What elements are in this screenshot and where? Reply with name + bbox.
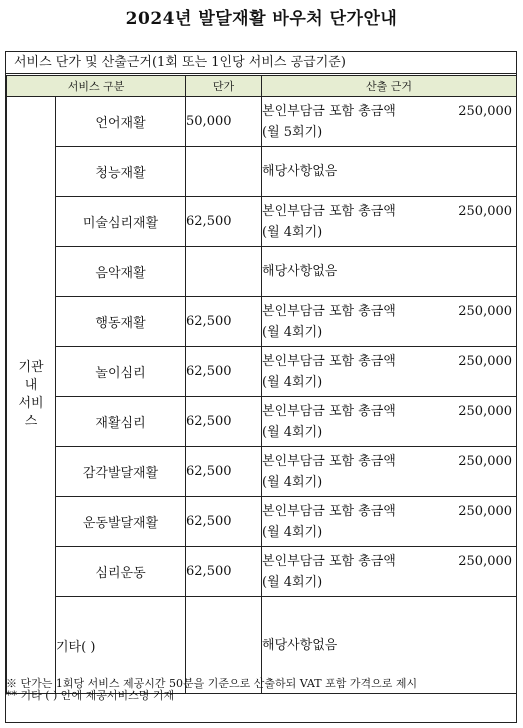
basis-amount: 250,000 bbox=[458, 353, 513, 369]
basis-cell bbox=[262, 147, 517, 197]
basis-sessions: (월 4회기) bbox=[262, 474, 323, 490]
header-basis: 산출 근거 bbox=[262, 76, 517, 97]
basis-cell bbox=[262, 497, 517, 547]
unit-price bbox=[186, 147, 262, 197]
unit-price: 62,500 bbox=[186, 497, 262, 547]
category-label-line4: 스 bbox=[24, 414, 38, 429]
basis-amount: 250,000 bbox=[458, 403, 513, 419]
basis-sessions: (월 4회기) bbox=[262, 324, 323, 340]
basis-cell bbox=[262, 97, 517, 147]
basis-text: 본인부담금 포함 총금액 bbox=[262, 553, 396, 569]
basis-sessions: (월 5회기) bbox=[262, 124, 323, 140]
footnote-etc: ** 기타 ( ) 안에 제공서비스명 기재 bbox=[6, 689, 175, 702]
unit-price: 50,000 bbox=[186, 97, 262, 147]
category-in-facility bbox=[7, 97, 56, 694]
table-row bbox=[7, 547, 517, 597]
basis-amount: 250,000 bbox=[458, 503, 513, 519]
table-row bbox=[7, 347, 517, 397]
basis-amount: 250,000 bbox=[458, 203, 513, 219]
table-row bbox=[7, 197, 517, 247]
basis-amount: 250,000 bbox=[458, 553, 513, 569]
basis-amount: 250,000 bbox=[458, 303, 513, 319]
table-row bbox=[7, 97, 517, 147]
service-name: 행동재활 bbox=[56, 297, 186, 347]
price-table bbox=[6, 75, 517, 694]
basis-text: 본인부담금 포함 총금액 bbox=[262, 353, 396, 369]
page-title: 2024년 발달재활 바우처 단가안내 bbox=[125, 9, 398, 29]
basis-sessions: (월 4회기) bbox=[262, 224, 323, 240]
basis-cell bbox=[262, 547, 517, 597]
basis-etc: 해당사항없음 bbox=[262, 597, 517, 694]
header-service-type: 서비스 구분 bbox=[7, 76, 186, 97]
table-row bbox=[7, 297, 517, 347]
basis-sessions: (월 4회기) bbox=[262, 424, 323, 440]
unit-price bbox=[186, 247, 262, 297]
category-label-line2: 내 bbox=[24, 378, 38, 393]
service-name: 운동발달재활 bbox=[56, 497, 186, 547]
service-name: 재활심리 bbox=[56, 397, 186, 447]
basis-sessions: (월 4회기) bbox=[262, 524, 323, 540]
unit-price: 62,500 bbox=[186, 347, 262, 397]
unit-price: 62,500 bbox=[186, 397, 262, 447]
basis-cell bbox=[262, 247, 517, 297]
table-row bbox=[7, 247, 517, 297]
unit-price: 62,500 bbox=[186, 447, 262, 497]
service-name: 언어재활 bbox=[56, 97, 186, 147]
header-unit-price: 단가 bbox=[186, 76, 262, 97]
service-name: 청능재활 bbox=[56, 147, 186, 197]
basis-sessions: (월 4회기) bbox=[262, 574, 323, 590]
basis-text: 본인부담금 포함 총금액 bbox=[262, 203, 396, 219]
table-row bbox=[7, 497, 517, 547]
basis-text: 본인부담금 포함 총금액 bbox=[262, 303, 396, 319]
service-name: 음악재활 bbox=[56, 247, 186, 297]
unit-price: 62,500 bbox=[186, 197, 262, 247]
service-name: 놀이심리 bbox=[56, 347, 186, 397]
table-row bbox=[7, 147, 517, 197]
basis-text: 본인부담금 포함 총금액 bbox=[262, 403, 396, 419]
service-name: 심리운동 bbox=[56, 547, 186, 597]
basis-cell bbox=[262, 447, 517, 497]
table-caption: 서비스 단가 및 산출근거(1회 또는 1인당 서비스 공급기준) bbox=[6, 52, 516, 74]
table-row bbox=[7, 447, 517, 497]
category-label-line1: 기관 bbox=[18, 360, 44, 375]
footnotes bbox=[6, 678, 516, 702]
basis-sessions: (월 4회기) bbox=[262, 374, 323, 390]
header-row bbox=[7, 76, 517, 97]
basis-text: 본인부담금 포함 총금액 bbox=[262, 503, 396, 519]
unit-price: 62,500 bbox=[186, 297, 262, 347]
basis-amount: 250,000 bbox=[458, 453, 513, 469]
basis-cell bbox=[262, 297, 517, 347]
basis-cell bbox=[262, 347, 517, 397]
basis-text: 본인부담금 포함 총금액 bbox=[262, 103, 396, 119]
table-row bbox=[7, 397, 517, 447]
basis-cell bbox=[262, 197, 517, 247]
basis-text: 해당사항없음 bbox=[262, 264, 338, 279]
footnote-price-basis: ※ 단가는 1회당 서비스 제공시간 50분을 기준으로 산출하되 VAT 포함 가격으로 제시 bbox=[6, 677, 418, 690]
basis-text: 본인부담금 포함 총금액 bbox=[262, 453, 396, 469]
category-label-line3: 서비 bbox=[18, 396, 44, 411]
service-name-etc: 기타( ) bbox=[56, 597, 186, 694]
service-name: 미술심리재활 bbox=[56, 197, 186, 247]
basis-text: 해당사항없음 bbox=[262, 164, 338, 179]
service-name: 감각발달재활 bbox=[56, 447, 186, 497]
basis-amount: 250,000 bbox=[458, 103, 513, 119]
unit-price: 62,500 bbox=[186, 547, 262, 597]
basis-cell bbox=[262, 397, 517, 447]
